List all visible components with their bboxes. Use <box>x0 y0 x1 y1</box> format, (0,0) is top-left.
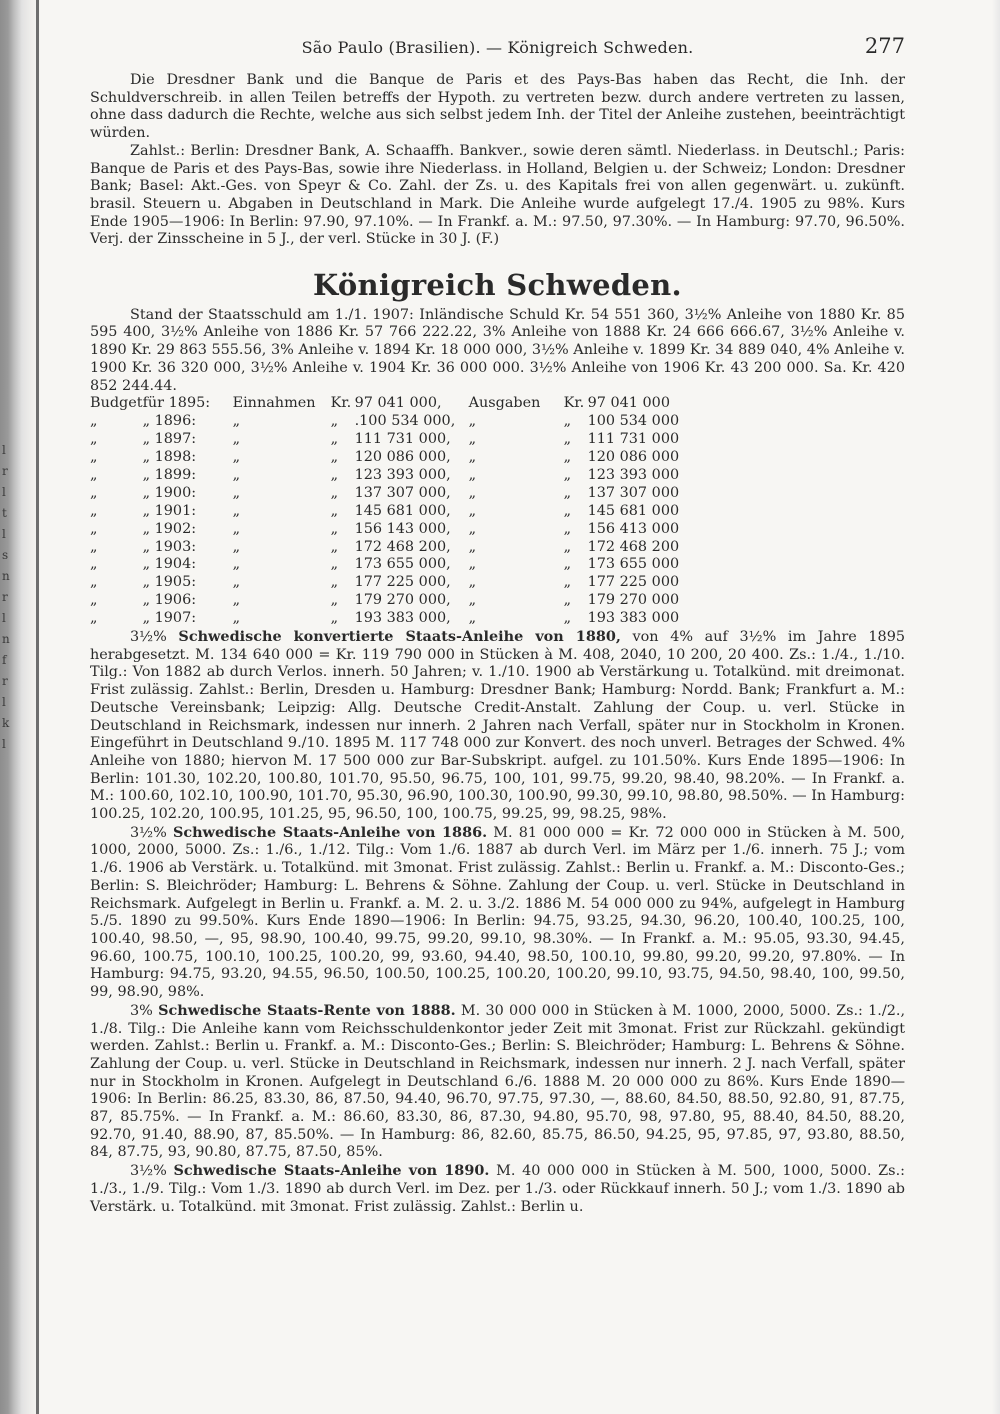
budget-year: 1905: <box>154 574 197 591</box>
expense-label: „ <box>468 466 477 483</box>
currency: Kr. <box>563 395 585 412</box>
expense-value: 97 041 000 <box>587 395 670 412</box>
budget-row <box>90 449 679 467</box>
currency: „ <box>330 466 339 483</box>
loan-heading: Schwedische konvertierte Staats-Anleihe von 1880, <box>178 628 621 646</box>
expense-label: „ <box>468 574 477 591</box>
budget-year-cell <box>143 449 233 467</box>
income-label: Einnahmen <box>232 395 316 412</box>
income-label: „ <box>232 484 241 501</box>
budget-fuer: „ <box>142 448 151 465</box>
budget-row <box>90 485 679 503</box>
income-value: 156 143 000, <box>354 520 451 537</box>
intro-paragraph-2: Zahlst.: Berlin: Dresdner Bank, A. Schaaffh. Bankver., sowie deren sämtl. Niederlass. in Deutschl.; Paris: Banque de Paris et des Pays-Bas, sowie ihre Niederlass. in Holland, Belgien u. der Schweiz; London: Dresdner Bank; Basel: Akt.-Ges. von Speyr & Co. Zahl. der Zs. u. des Kapitals frei von allen gegenwärt. u. zukünft. brasil. Steuern u. Abgaben in Deutschland in Mark. Die Anleihe wurde aufgelegt 17./4. 1905 zu 98%. Kurs Ende 1905—1906: In Berlin: 97.90, 97.10%. — In Frankf. a. M.: 97.50, 97.30%. — In Hamburg: 97.70, 96.50%. Verj. der Zinsscheine in 5 J., der verl. Stücke in 30 J. (F.) <box>90 142 905 248</box>
loan-details: M. 40 000 000 in Stücken à M. 500, 1000, 5000. Zs.: 1./3., 1./9. Tilg.: Vom 1./3. 1890 ab durch Verl. im Dez. per 1./3. oder Rückkauf innerh. 50 J.; vom 1./3. 1890 ab Verstärk. u. Totalkünd. mit 3monat. Frist zulässig. Zahlst.: Berlin u. <box>90 1163 905 1215</box>
budget-row <box>90 431 679 449</box>
expense-value: 123 393 000 <box>587 466 680 483</box>
budget-lead: „ <box>90 520 98 537</box>
running-title: São Paulo (Brasilien). — Königreich Schweden. <box>301 38 694 57</box>
budget-fuer: „ <box>142 466 151 483</box>
expense-value: 145 681 000 <box>587 502 680 519</box>
income-label: „ <box>232 556 241 573</box>
currency: „ <box>330 574 339 591</box>
budget-year: 1906: <box>154 592 197 609</box>
loan-heading: Schwedische Staats-Anleihe von 1890. <box>173 1162 490 1180</box>
income-label: „ <box>232 431 241 448</box>
budget-fuer: „ <box>142 592 151 609</box>
income-label: „ <box>232 574 241 591</box>
currency: „ <box>330 556 339 573</box>
budget-fuer: „ <box>142 413 151 430</box>
budget-lead: Budget <box>90 395 143 412</box>
expense-value: 100 534 000 <box>587 413 680 430</box>
loan-1886-paragraph <box>90 824 905 1002</box>
expense-label: „ <box>468 413 477 430</box>
currency: „ <box>330 520 339 537</box>
margin-fragment: l <box>2 485 6 499</box>
budget-fuer: „ <box>142 556 151 573</box>
currency: „ <box>563 538 572 555</box>
budget-year-cell <box>143 395 233 413</box>
income-label: „ <box>232 538 241 555</box>
budget-row <box>90 413 679 431</box>
currency: Kr. <box>330 395 352 412</box>
margin-fragment: k <box>2 716 10 730</box>
budget-fuer: „ <box>142 610 151 627</box>
budget-row <box>90 592 679 610</box>
budget-year-cell <box>143 431 233 449</box>
budget-lead: „ <box>90 448 98 465</box>
income-value: 97 041 000, <box>354 395 442 412</box>
budget-lead: „ <box>90 538 98 555</box>
loan-1880-paragraph <box>90 628 905 824</box>
currency: „ <box>330 502 339 519</box>
income-label: „ <box>232 448 241 465</box>
income-value: 179 270 000, <box>354 592 451 609</box>
budget-year: 1895: <box>168 395 211 412</box>
currency: „ <box>563 520 572 537</box>
expense-label: Ausgaben <box>468 395 541 412</box>
expense-value: 193 383 000 <box>587 610 680 627</box>
loan-details: von 4% auf 3½% im Jahre 1895 herabgesetzt. M. 134 640 000 = Kr. 119 790 000 in Stücken à M. 408, 2040, 10 200, 20 400. Zs.: 1./4., 1./10. Tilg.: Von 1882 ab durch Verlos. innerh. 50 Jahren; v. 1./10. 1900 ab Verstärkung u. Totalkünd. mit dreimonat. Frist zulässig. Zahlst.: Berlin, Dresden u. Hamburg: Dresdner Bank; Hamburg: Nordd. Bank; Frankfurt a. M.: Deutsche Vereinsbank; Leipzig: Allg. Deutsche Credit-Anstalt. Zahlung der Coup. u. verl. Stücke in Deutschland in Reichsmark, indessen nur innerh. 2 Jahren nach Verfall, später nur in Stockholm in Kronen. Eingeführt in Deutschland 9./10. 1895 M. 117 748 000 zur Konvert. des noch unverl. Betrages der Schwed. 4% Anleihe von 1880; hiervon M. 17 500 000 zur Bar-Subskript. aufgel. zu 101.50%. Kurs Ende 1895—1906: In Berlin: 101.30, 102.20, 100.80, 101.70, 95.50, 96.75, 100, 101, 99.75, 99.20, 98.40, 98.20%. — In Frankf. a. M.: 100.60, 102.10, 100.90, 101.70, 95.30, 96.90, 100.30, 100.90, 99.30, 99.10, 98.80, 98.50%. — In Hamburg: 100.25, 102.20, 100.95, 101.25, 95, 96.50, 100, 100.75, 99.25, 99, 98.25, 98%. <box>90 629 906 823</box>
budget-table <box>90 395 679 628</box>
margin-fragment: l <box>2 527 6 541</box>
budget-lead: „ <box>90 431 98 448</box>
intro-paragraph-1: Die Dresdner Bank und die Banque de Paris et des Pays-Bas haben das Recht, die Inh. der Schuldverschreib. in allen Teilen betreffs der Hypoth. zu vertreten bezw. durch andere vertreten zu lassen, ohne dass dadurch die Rechte, welche aus sich selbst jedem Inh. der Titel der Anleihe zustehen, beeinträchtigt würden. <box>90 72 905 142</box>
budget-year: 1907: <box>154 610 197 627</box>
income-value: 123 393 000, <box>354 466 451 483</box>
currency: „ <box>330 538 339 555</box>
income-value: 120 086 000, <box>354 448 451 465</box>
budget-row <box>90 610 679 628</box>
margin-fragment: n <box>2 632 10 646</box>
currency: „ <box>563 431 572 448</box>
budget-lead: „ <box>90 466 98 483</box>
page-content <box>90 72 905 1216</box>
budget-row <box>90 521 679 539</box>
expense-label: „ <box>468 592 477 609</box>
budget-year: 1898: <box>154 448 197 465</box>
expense-label: „ <box>468 538 477 555</box>
income-label: „ <box>232 413 241 430</box>
margin-fragment: l <box>2 443 6 457</box>
budget-row <box>90 503 679 521</box>
margin-fragment: l <box>2 695 6 709</box>
expense-value: 172 468 200 <box>587 538 680 555</box>
currency: „ <box>563 484 572 501</box>
margin-fragment: t <box>2 506 7 520</box>
budget-lead: „ <box>90 484 98 501</box>
budget-lead: „ <box>90 610 98 627</box>
budget-fuer: „ <box>142 538 151 555</box>
budget-row <box>90 395 679 413</box>
income-value: 137 307 000, <box>354 484 451 501</box>
currency: „ <box>563 448 572 465</box>
expense-value: 177 225 000 <box>587 574 680 591</box>
budget-fuer: „ <box>142 574 151 591</box>
income-value: 173 655 000, <box>354 556 451 573</box>
budget-lead: „ <box>90 592 98 609</box>
margin-fragment: r <box>2 464 8 478</box>
budget-fuer: „ <box>142 484 151 501</box>
expense-label: „ <box>468 502 477 519</box>
budget-year-cell <box>143 413 233 431</box>
margin-fragment: l <box>2 611 6 625</box>
currency: „ <box>563 574 572 591</box>
budget-lead: „ <box>90 413 98 430</box>
budget-lead: „ <box>90 556 98 573</box>
budget-row <box>90 574 679 592</box>
margin-fragment: n <box>2 569 10 583</box>
budget-year: 1904: <box>154 556 197 573</box>
budget-year-cell <box>143 539 233 557</box>
income-label: „ <box>232 502 241 519</box>
running-head <box>90 34 905 64</box>
currency: „ <box>563 592 572 609</box>
page-number: 277 <box>864 34 905 58</box>
budget-year: 1902: <box>154 520 197 537</box>
budget-year-cell <box>143 467 233 485</box>
budget-year-cell <box>143 610 233 628</box>
currency: „ <box>330 448 339 465</box>
budget-fuer: „ <box>142 502 151 519</box>
budget-year: 1901: <box>154 502 197 519</box>
income-value: 172 468 200, <box>354 538 451 555</box>
budget-row <box>90 556 679 574</box>
expense-value: 111 731 000 <box>587 431 680 448</box>
margin-fragment: l <box>2 737 6 751</box>
loan-heading: Schwedische Staats-Rente von 1888. <box>158 1001 456 1019</box>
income-label: „ <box>232 610 241 627</box>
margin-fragment: f <box>2 653 7 667</box>
budget-year-cell <box>143 574 233 592</box>
income-label: „ <box>232 466 241 483</box>
currency: „ <box>330 610 339 627</box>
budget-fuer: für <box>142 395 165 412</box>
currency: „ <box>563 556 572 573</box>
currency: „ <box>330 592 339 609</box>
expense-label: „ <box>468 431 477 448</box>
state-debt-paragraph: Stand der Staatsschuld am 1./1. 1907: Inländische Schuld Kr. 54 551 360, 3½% Anleihe von 1880 Kr. 85 595 400, 3½% Anleihe von 1886 Kr. 57 766 222.22, 3% Anleihe von 1888 Kr. 24 666 666.67, 3½% Anleihe v. 1890 Kr. 29 863 555.56, 3% Anleihe v. 1894 Kr. 18 000 000, 3½% Anleihe v. 1899 Kr. 34 889 040, 4% Anleihe v. 1900 Kr. 36 320 000, 3½% Anleihe v. 1904 Kr. 36 000 000. 3½% Anleihe von 1906 Kr. 43 200 000. Sa. Kr. 420 852 244.44. <box>90 306 905 394</box>
rente-1888-paragraph <box>90 1002 905 1162</box>
budget-fuer: „ <box>142 520 151 537</box>
expense-label: „ <box>468 448 477 465</box>
currency: „ <box>330 413 339 430</box>
budget-year: 1903: <box>154 538 197 555</box>
budget-fuer: „ <box>142 431 151 448</box>
loan-rate: 3½% <box>130 824 167 841</box>
currency: „ <box>330 484 339 501</box>
currency: „ <box>563 413 572 430</box>
income-value: 193 383 000, <box>354 610 451 627</box>
loan-rate: 3½% <box>130 629 167 646</box>
margin-fragment: s <box>2 548 9 562</box>
left-binding-rule <box>36 0 39 1414</box>
budget-year-cell <box>143 592 233 610</box>
income-value: .100 534 000, <box>354 413 456 430</box>
budget-year: 1897: <box>154 431 197 448</box>
budget-lead: „ <box>90 502 98 519</box>
income-value: 177 225 000, <box>354 574 451 591</box>
expense-label: „ <box>468 520 477 537</box>
income-label: „ <box>232 592 241 609</box>
margin-fragment: r <box>2 674 8 688</box>
margin-fragment: r <box>2 590 8 604</box>
loan-1890-paragraph <box>90 1162 905 1216</box>
loan-heading: Schwedische Staats-Anleihe von 1886. <box>172 823 488 841</box>
currency: „ <box>563 502 572 519</box>
budget-year-cell <box>143 485 233 503</box>
currency: „ <box>563 466 572 483</box>
income-value: 111 731 000, <box>354 431 451 448</box>
budget-year: 1899: <box>154 466 197 483</box>
expense-label: „ <box>468 484 477 501</box>
expense-label: „ <box>468 610 477 627</box>
loan-details: M. 81 000 000 = Kr. 72 000 000 in Stücken à M. 500, 1000, 2000, 5000. Zs.: 1./6., 1./12. Tilg.: Vom 1./6. 1887 ab durch Verl. im März per 1./6. innerh. 75 J.; vom 1./6. 1906 ab Verstärk. u. Totalkünd. mit 3monat. Frist zulässig. Zahlst.: Berlin u. Frankf. a. M.: Disconto-Ges.; Berlin: S. Bleichröder; Hamburg: L. Behrens & Söhne. Zahlung der Coup. u. verl. Stücke in Deutschland in Reichsmark. Aufgelegt in Berlin u. Frankf. a. M. 2. u. 3./2. 1886 M. 54 000 000 zu 94%, aufgelegt in Hamburg 5./5. 1890 zu 99.50%. Kurs Ende 1890—1906: In Berlin: 94.75, 93.25, 94.30, 96.20, 100.40, 100.25, 100, 100.40, 98.50, —, 95, 98.90, 100.40, 99.75, 99.20, 99.10, 98.30%. — In Frankf. a. M.: 95.05, 93.30, 94.45, 96.60, 100.75, 100.10, 100.25, 100.20, 99, 93.60, 94.40, 98.50, 100.10, 99.80, 99.20, 99.20, 97.80%. — In Hamburg: 94.75, 93.20, 94.55, 96.50, 100.50, 100.25, 100.20, 100.20, 99.10, 93.75, 94.50, 98.40, 100, 99.50, 99, 98.90, 98%. <box>90 824 905 1001</box>
currency: „ <box>330 431 339 448</box>
currency: „ <box>563 610 572 627</box>
section-title: Königreich Schweden. <box>313 268 682 303</box>
budget-row <box>90 539 679 557</box>
budget-lead: „ <box>90 574 98 591</box>
budget-year-cell <box>143 521 233 539</box>
right-page-edge <box>992 0 1000 1414</box>
expense-value: 156 413 000 <box>587 520 680 537</box>
left-margin-fragments <box>2 440 16 755</box>
expense-value: 137 307 000 <box>587 484 680 501</box>
expense-label: „ <box>468 556 477 573</box>
income-value: 145 681 000, <box>354 502 451 519</box>
loan-rate: 3% <box>130 1002 153 1019</box>
loan-details: M. 30 000 000 in Stücken à M. 1000, 2000, 5000. Zs.: 1./2., 1./8. Tilg.: Die Anleihe kann vom Reichsschuldenkontor jeder Zeit mit 3monat. Frist zur Rückzahl. gekündigt werden. Zahlst.: Berlin u. Frankf. a. M.: Disconto-Ges.; Berlin: S. Bleichröder; Hamburg: L. Behrens & Söhne. Zahlung der Coup. u. verl. Stücke in Deutschland in Reichsmark, indessen nur innerh. 2 J. nach Verfall, später nur in Stockholm in Kronen. Aufgelegt in Deutschland 6./6. 1888 M. 20 000 000 zu 86%. Kurs Ende 1890—1906: In Berlin: 86.25, 83.30, 86, 87.50, 94.40, 96.70, 97.75, 97.30, —, 88.60, 84.50, 88.50, 92.80, 91, 87.75, 87, 85.75%. — In Frankf. a. M.: 86.60, 83.30, 86, 87.30, 94.80, 95.70, 98, 97.80, 95, 88.40, 84.50, 88.20, 92.70, 91.40, 88.90, 87, 85.50%. — In Hamburg: 86, 82.60, 85.75, 86.50, 94.25, 95, 97.85, 97, 93.80, 88.50, 84, 87.75, 93, 90.80, 87.75, 87.50, 85%. <box>90 1002 906 1161</box>
budget-row <box>90 467 679 485</box>
budget-year-cell <box>143 503 233 521</box>
income-label: „ <box>232 520 241 537</box>
expense-value: 179 270 000 <box>587 592 680 609</box>
budget-year: 1900: <box>154 484 197 501</box>
expense-value: 173 655 000 <box>587 556 680 573</box>
budget-year-cell <box>143 556 233 574</box>
expense-value: 120 086 000 <box>587 448 680 465</box>
budget-year: 1896: <box>154 413 197 430</box>
loan-rate: 3½% <box>130 1163 167 1180</box>
